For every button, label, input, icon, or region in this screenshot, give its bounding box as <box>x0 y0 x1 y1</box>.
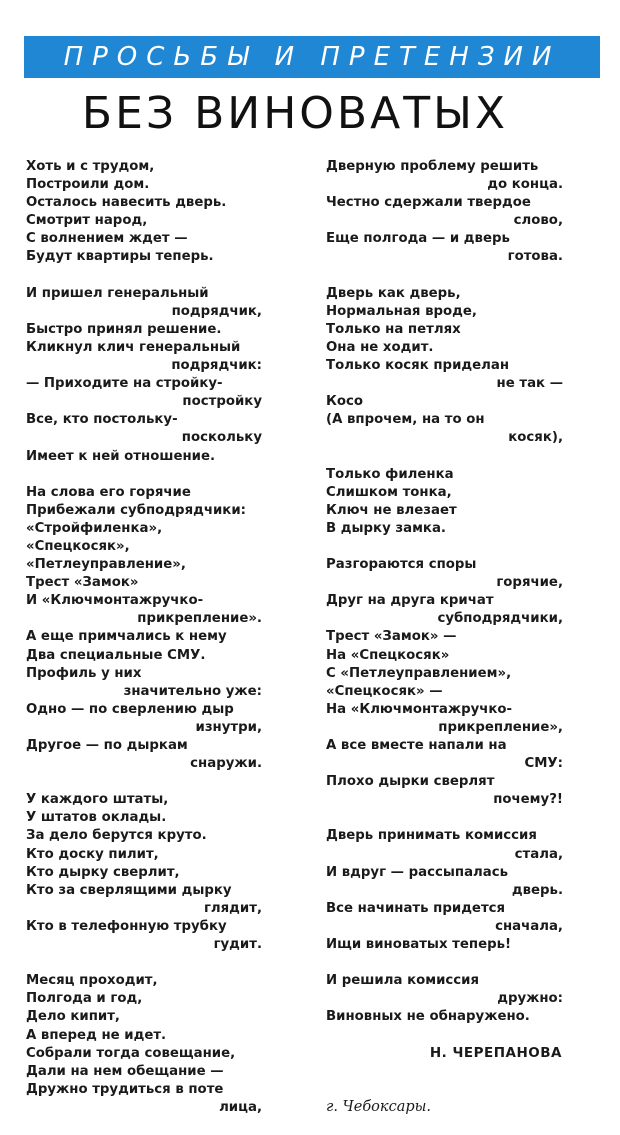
poem-line: Кто в телефонную трубку <box>26 918 227 934</box>
poem-line: Два специальные СМУ. <box>26 647 206 663</box>
poem-stanza <box>326 158 563 267</box>
poem-line: На «Ключмонтажручко- <box>326 701 513 717</box>
poem-line: подрядчик, <box>171 303 262 319</box>
poem-line: сначала, <box>495 918 563 934</box>
poem-line: лица, <box>219 1099 262 1115</box>
poem-line: «Спецкосяк», <box>26 538 130 554</box>
poem-line: У штатов оклады. <box>26 810 167 826</box>
poem-line: Дверную проблему решить <box>326 159 539 174</box>
poem-line: Кто за сверлящими дырку <box>26 882 232 898</box>
poem-line: Виновных не обнаружено. <box>326 1009 530 1025</box>
poem-line: Только косяк приделан <box>326 358 510 374</box>
author-signature: Н. ЧЕРЕПАНОВА <box>429 1045 562 1061</box>
poem-column-left <box>26 158 262 1135</box>
poem-line: косяк), <box>508 430 563 446</box>
poem-line: прикрепление». <box>137 611 262 627</box>
poem-line: Полгода и год, <box>26 991 143 1007</box>
poem-line: глядит, <box>203 900 262 916</box>
poem-stanza <box>326 827 563 954</box>
poem-line: «Стройфиленка», <box>26 520 163 536</box>
poem-line: горячие, <box>496 575 563 591</box>
poem-line: Хоть и с трудом, <box>26 159 155 174</box>
poem-line: изнутри, <box>195 719 262 735</box>
poem-line: Дело кипит, <box>26 1009 120 1025</box>
poem-line: субподрядчики, <box>437 611 563 627</box>
poem-line: подрядчик: <box>171 358 262 374</box>
poem-stanza <box>326 466 563 538</box>
poem-line: Кто доску пилит, <box>26 846 159 862</box>
poem-line: Дверь принимать комиссия <box>326 828 537 844</box>
poem-line: готова. <box>507 249 563 265</box>
poem-line: почему?! <box>493 792 563 808</box>
poem-line: Построили дом. <box>26 177 150 193</box>
poem-line: не так — <box>496 376 563 392</box>
poem-line: (А впрочем, на то он <box>326 412 485 428</box>
poem-line: «Петлеуправление», <box>26 557 186 573</box>
poem-line: Все начинать придется <box>326 900 506 916</box>
poem-line: Кликнул клич генеральный <box>26 339 241 355</box>
poem-line: За дело берутся круто. <box>26 828 207 844</box>
poem-line: А еще примчались к нему <box>26 629 227 645</box>
poem-line: Друг на друга кричат <box>326 593 494 609</box>
poem-line: А вперед не идет. <box>26 1027 167 1043</box>
poem-line: Смотрит народ, <box>26 213 148 229</box>
poem-line: Кто дырку сверлит, <box>26 864 180 880</box>
poem-line: Разгораются споры <box>326 557 477 573</box>
poem-line: Все, кто постольку- <box>26 412 178 428</box>
poem-line: Она не ходит. <box>326 339 434 355</box>
place-line: г. Чебоксары. <box>326 1099 432 1115</box>
poem-line: На «Спецкосяк» <box>326 647 450 663</box>
poem-line: Трест «Замок» — <box>326 629 457 645</box>
poem-stanza <box>26 791 262 954</box>
poem-line: Нормальная вроде, <box>326 303 477 319</box>
poem-line: Косо <box>326 394 364 410</box>
rubric-text: ПРОСЬБЫ И ПРЕТЕНЗИИ <box>63 42 561 72</box>
poem-line: дружно: <box>497 991 563 1007</box>
poem-line: стала, <box>514 846 563 862</box>
poem-line: С волнением ждет — <box>26 231 188 247</box>
poem-line: И решила комиссия <box>326 973 480 989</box>
poem-line: Еще полгода — и дверь <box>326 231 510 247</box>
poem-line: В дырку замка. <box>326 520 446 536</box>
poem-line: «Спецкосяк» — <box>326 683 443 699</box>
poem-line: СМУ: <box>524 756 563 772</box>
poem-line: Собрали тогда совещание, <box>26 1045 236 1061</box>
poem-stanza <box>26 285 262 466</box>
poem-stanza <box>26 484 262 774</box>
poem-line: И «Ключмонтажручко- <box>26 593 204 609</box>
poem-line: поскольку <box>181 430 262 446</box>
poem-line: прикрепление», <box>438 719 563 735</box>
poem-line: Только филенка <box>326 466 454 482</box>
poem-line: Ключ не влезает <box>326 502 457 518</box>
poem-line: Ищи виноватых теперь! <box>326 937 512 953</box>
poem-line: С «Петлеуправлением», <box>326 665 512 681</box>
poem-line: У каждого штаты, <box>26 792 169 808</box>
poem-line: Будут квартиры теперь. <box>26 249 214 265</box>
poem-stanza <box>326 285 563 448</box>
poem-line: Имеет к ней отношение. <box>26 448 216 464</box>
poem-line: Другое — по дыркам <box>26 738 188 753</box>
poem-stanza <box>26 158 262 267</box>
poem-line: Дружно трудиться в поте <box>26 1081 224 1097</box>
poem-line: Одно — по сверлению дыр <box>26 701 234 717</box>
poem-line: Слишком тонка, <box>326 484 452 500</box>
poem-line: Только на петлях <box>326 321 461 337</box>
poem-line: Трест «Замок» <box>26 575 139 591</box>
poem-stanza <box>326 972 563 1026</box>
poem-line: На слова его горячие <box>26 484 191 500</box>
poem-line: слово, <box>513 213 563 229</box>
poem-line: Дали на нем обещание — <box>26 1063 224 1079</box>
poem-line: дверь. <box>511 882 563 898</box>
poem-line: Плохо дырки сверлят <box>326 774 495 790</box>
poem-stanza <box>26 972 262 1117</box>
poem-column-right <box>326 158 563 1045</box>
poem-line: до конца. <box>487 177 563 193</box>
article-title: БЕЗ ВИНОВАТЫХ <box>81 88 509 139</box>
poem-line: Честно сдержали твердое <box>326 195 531 211</box>
poem-line: А все вместе напали на <box>326 738 507 753</box>
poem-line: — Приходите на стройку- <box>26 376 223 392</box>
poem-line: постройку <box>182 394 262 410</box>
poem-line: Осталось навесить дверь. <box>26 195 227 211</box>
poem-line: снаружи. <box>190 756 262 772</box>
poem-line: Дверь как дверь, <box>326 285 461 301</box>
poem-stanza <box>326 556 563 809</box>
rubric-banner <box>24 36 600 78</box>
poem-line: Месяц проходит, <box>26 973 158 989</box>
poem-line: Профиль у них <box>26 665 142 681</box>
poem-line: значительно уже: <box>123 683 262 699</box>
poem-line: Быстро принял решение. <box>26 321 222 337</box>
poem-line: гудит. <box>213 937 262 953</box>
poem-line: И вдруг — рассыпалась <box>326 864 509 880</box>
poem-line: И пришел генеральный <box>26 285 209 301</box>
poem-line: Прибежали субподрядчики: <box>26 502 246 518</box>
